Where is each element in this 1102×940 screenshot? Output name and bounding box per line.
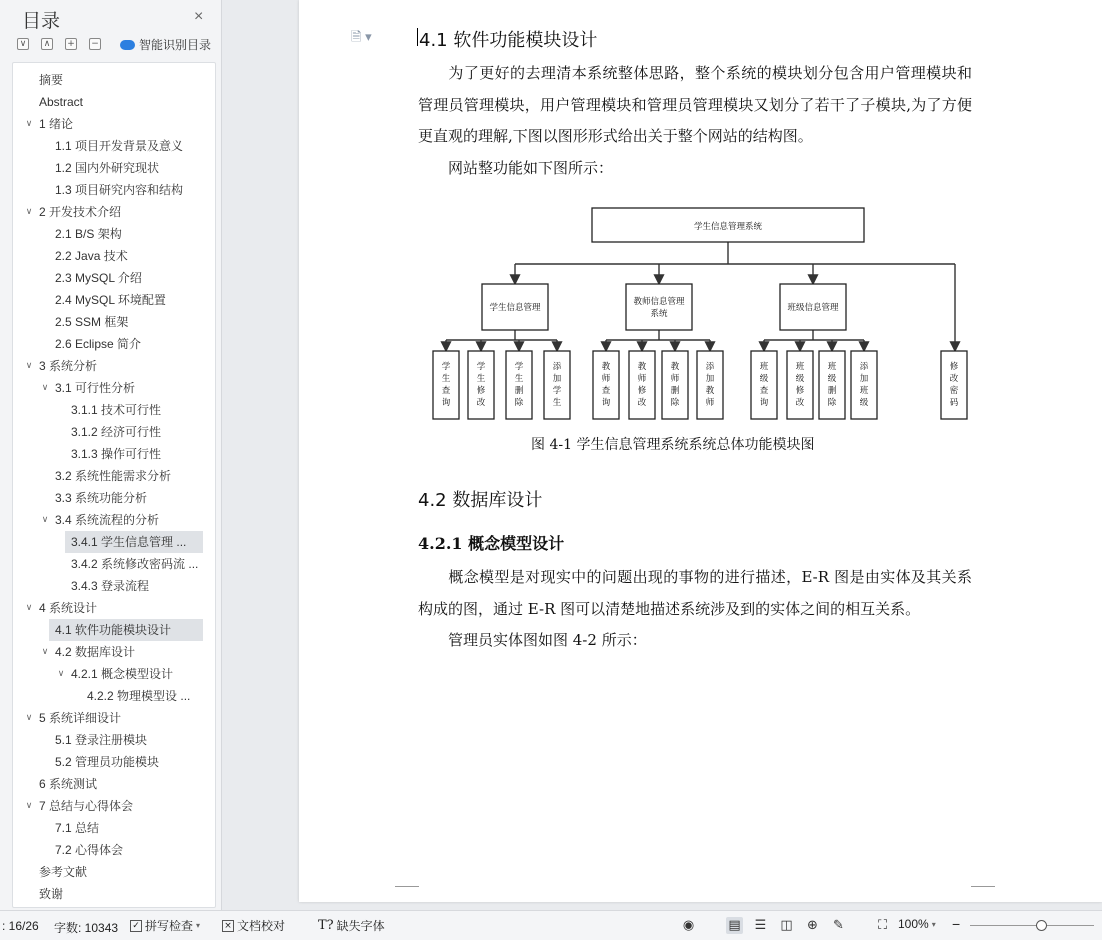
- diagram-box-label-char: 学: [552, 386, 562, 396]
- diagram-box-label-char: 师: [601, 374, 611, 384]
- spellcheck-label: 拼写检查: [145, 919, 194, 933]
- toc-item[interactable]: 7.2 心得体会: [55, 843, 124, 857]
- fit-page-icon[interactable]: ⛶: [877, 918, 888, 933]
- paragraph-concept-model: 概念模型是对现实中的问题出现的事物的进行描述，E-R 图是由实体及其关系构成的图，通过 E-R 图可以清楚地描述系统涉及到的实体之间的相互关系。: [418, 568, 972, 618]
- page-counter[interactable]: : 16/26: [2, 919, 39, 933]
- zoom-slider-track[interactable]: [970, 925, 1094, 926]
- missing-fonts-label: 缺失字体: [336, 919, 385, 933]
- diagram-group-label: 教师信息管理: [633, 297, 685, 307]
- figure-caption: 图 4-1 学生信息管理系统系统总体功能模块图: [531, 437, 815, 453]
- toc-item[interactable]: 5.2 管理员功能模块: [55, 755, 160, 769]
- document-page[interactable]: [299, 0, 1102, 902]
- toc-item[interactable]: 摘要: [39, 73, 64, 87]
- chevron-down-icon[interactable]: ∨: [25, 361, 33, 371]
- diagram-box-label-char: 删: [670, 386, 680, 396]
- diagram-box-label-char: 码: [949, 398, 959, 408]
- heading-4-2-1: 4.2.1 概念模型设计: [418, 534, 565, 553]
- diagram-box-label-char: 修: [637, 386, 647, 396]
- proofread-icon: ×: [222, 920, 234, 932]
- function-module-diagram: [425, 200, 985, 430]
- diagram-box-label-char: 教: [601, 362, 611, 372]
- toc-item[interactable]: 3.4.3 登录流程: [71, 579, 150, 593]
- proofread-label: 文档校对: [237, 919, 286, 933]
- document-area[interactable]: [223, 0, 1102, 910]
- cloud-icon: [120, 40, 135, 50]
- toc-item[interactable]: 5.1 登录注册模块: [55, 733, 148, 747]
- diagram-box-label-char: 修: [949, 362, 959, 372]
- chevron-down-icon[interactable]: ∨: [25, 603, 33, 613]
- toc-item[interactable]: 3.4.2 系统修改密码流 ...: [71, 557, 199, 571]
- zoom-out-button[interactable]: −: [952, 916, 961, 932]
- collapse-all-icon[interactable]: ∨: [17, 38, 29, 50]
- chevron-down-icon[interactable]: ∨: [41, 647, 49, 657]
- diagram-box-label-char: 生: [552, 398, 562, 408]
- chevron-down-icon[interactable]: ∨: [25, 207, 33, 217]
- diagram-box-label-char: 添: [552, 362, 562, 372]
- diagram-box-label-char: 级: [759, 374, 769, 384]
- font-icon: T?: [318, 918, 334, 933]
- toc-item[interactable]: 3.1 可行性分析: [55, 381, 136, 395]
- toc-item[interactable]: 4.1 软件功能模块设计: [49, 619, 203, 641]
- smart-toc-button[interactable]: [120, 36, 211, 53]
- diagram-box-label-char: 生: [441, 374, 451, 384]
- diagram-box-label-char: 学: [441, 362, 451, 372]
- toc-item[interactable]: 2.5 SSM 框架: [55, 315, 129, 329]
- chevron-down-icon: ▾: [196, 921, 201, 930]
- toc-item[interactable]: 致谢: [39, 887, 64, 901]
- diagram-box-label-char: 密: [949, 386, 959, 396]
- toc-scrollbar[interactable]: [210, 63, 215, 907]
- toc-item[interactable]: 7 总结与心得体会: [39, 799, 134, 813]
- diagram-box-label-char: 学: [476, 362, 486, 372]
- toc-item[interactable]: 4 系统设计: [39, 601, 98, 615]
- diagram-box-label-char: 询: [441, 398, 451, 408]
- zoom-slider-handle[interactable]: [1036, 920, 1047, 931]
- diagram-box-label-char: 询: [601, 398, 611, 408]
- diagram-box-label-char: 加: [705, 374, 715, 384]
- toc-item[interactable]: 1.1 项目开发背景及意义: [55, 139, 184, 153]
- toc-item[interactable]: 3.2 系统性能需求分析: [55, 469, 172, 483]
- diagram-box-label-char: 查: [441, 386, 451, 396]
- toc-item[interactable]: 3.1.3 操作可行性: [71, 447, 162, 461]
- diagram-box-label-char: 查: [759, 386, 769, 396]
- toc-item[interactable]: 2.1 B/S 架构: [55, 227, 122, 241]
- diagram-box-label-char: 师: [637, 374, 647, 384]
- web-view-icon[interactable]: ⊕: [807, 918, 818, 933]
- pen-icon[interactable]: ✎: [833, 918, 844, 933]
- diagram-box-label-char: 除: [670, 398, 680, 408]
- diagram-box-label-char: 班: [759, 362, 769, 372]
- diagram-box-label-char: 改: [949, 374, 959, 384]
- proofread-button[interactable]: [222, 917, 285, 934]
- chevron-down-icon[interactable]: ∨: [41, 515, 49, 525]
- heading-4-2: 4.2 数据库设计: [418, 490, 543, 511]
- diagram-box-label-char: 修: [795, 386, 805, 396]
- toc-item[interactable]: 3.3 系统功能分析: [55, 491, 148, 505]
- close-icon[interactable]: ×: [194, 8, 204, 25]
- diagram-box-label-char: 班: [827, 362, 837, 372]
- chevron-down-icon[interactable]: ∨: [25, 801, 33, 811]
- missing-fonts-button[interactable]: [318, 917, 385, 934]
- smart-toc-label: 智能识别目录: [139, 38, 212, 52]
- paragraph-intro: 为了更好的去理清本系统整体思路，整个系统的模块划分包含用户管理模块和管理员管理模块，用户管理模块和管理员管理模块又划分了若干了子模块,为了方便更直观的理解,下图以图形形式给出关于整个网站的结构图。: [418, 64, 972, 145]
- heading-4-1: 4.1 软件功能模块设计: [419, 30, 598, 51]
- add-heading-icon[interactable]: +: [65, 38, 77, 50]
- diagram-group-label: 学生信息管理: [489, 303, 541, 313]
- diagram-box-label-char: 教: [705, 386, 715, 396]
- diagram-box-label-char: 修: [476, 386, 486, 396]
- diagram-group-label: 班级信息管理: [787, 303, 839, 313]
- page-margin-mark: [395, 886, 419, 898]
- remove-heading-icon[interactable]: −: [89, 38, 101, 50]
- diagram-group-label: 系统: [650, 309, 668, 319]
- diagram-box-label-char: 师: [705, 398, 715, 408]
- toc-item[interactable]: 2 开发技术介绍: [39, 205, 122, 219]
- checkbox-icon: ✓: [130, 920, 142, 932]
- diagram-box-label-char: 生: [476, 374, 486, 384]
- diagram-box-label-char: 加: [859, 374, 869, 384]
- diagram-box-label-char: 级: [795, 374, 805, 384]
- toc-list: [12, 62, 216, 908]
- diagram-box-label-char: 改: [476, 398, 486, 408]
- toc-item[interactable]: 3 系统分析: [39, 359, 98, 373]
- chevron-down-icon: ▾: [931, 919, 936, 929]
- diagram-box-label-char: 添: [859, 362, 869, 372]
- diagram-box-label-char: 加: [552, 374, 562, 384]
- zoom-dropdown[interactable]: [898, 917, 936, 931]
- text-cursor: [417, 28, 418, 46]
- diagram-box-label-char: 师: [670, 374, 680, 384]
- toc-item[interactable]: 5 系统详细设计: [39, 711, 122, 725]
- toc-item[interactable]: 3.4 系统流程的分析: [55, 513, 160, 527]
- chevron-down-icon[interactable]: ∨: [57, 669, 65, 679]
- page-margin-mark: [971, 886, 995, 898]
- diagram-box-label-char: 教: [637, 362, 647, 372]
- diagram-box-label-char: 改: [637, 398, 647, 408]
- diagram-box-label-char: 删: [514, 386, 524, 396]
- diagram-box-label-char: 询: [759, 398, 769, 408]
- chevron-down-icon[interactable]: ∨: [25, 119, 33, 129]
- diagram-box-label-char: 教: [670, 362, 680, 372]
- toc-item[interactable]: 1 绪论: [39, 117, 74, 131]
- diagram-box-label-char: 除: [514, 398, 524, 408]
- toc-item[interactable]: 7.1 总结: [55, 821, 100, 835]
- diagram-box-label-char: 删: [827, 386, 837, 396]
- toc-item[interactable]: 4.2.2 物理模型设 ...: [87, 689, 191, 703]
- diagram-box-label-char: 班: [859, 386, 869, 396]
- diagram-box-label-char: 学: [514, 362, 524, 372]
- diagram-box-label-char: 查: [601, 386, 611, 396]
- word-count[interactable]: 字数: 10343: [54, 921, 119, 935]
- toc-item[interactable]: 2.6 Eclipse 简介: [55, 337, 142, 351]
- chevron-down-icon[interactable]: ∨: [25, 713, 33, 723]
- diagram-root-label: 学生信息管理系统: [693, 222, 763, 232]
- diagram-box-label-char: 级: [859, 398, 869, 408]
- toc-item[interactable]: 6 系统测试: [39, 777, 98, 791]
- toc-title: 目录: [22, 11, 61, 32]
- toc-item[interactable]: 参考文献: [39, 865, 88, 879]
- diagram-box-label-char: 除: [827, 398, 837, 408]
- toc-item[interactable]: 1.2 国内外研究现状: [55, 161, 160, 175]
- toc-item[interactable]: 2.2 Java 技术: [55, 249, 128, 263]
- toc-item[interactable]: 1.3 项目研究内容和结构: [55, 183, 184, 197]
- diagram-box-label-char: 添: [705, 362, 715, 372]
- toc-item[interactable]: 4.2 数据库设计: [55, 645, 136, 659]
- paragraph-figure-intro: 网站整功能如下图所示：: [448, 159, 614, 177]
- toc-item[interactable]: 2.3 MySQL 介绍: [55, 271, 142, 285]
- toc-item[interactable]: 2.4 MySQL 环境配置: [55, 293, 166, 307]
- zoom-value: 100%: [898, 917, 929, 931]
- eye-protection-icon[interactable]: ◉: [682, 918, 695, 933]
- page-view-icon[interactable]: ▤: [726, 917, 743, 934]
- status-bar: [0, 910, 1102, 940]
- toc-item[interactable]: 3.1.1 技术可行性: [71, 403, 162, 417]
- diagram-group-box: [626, 284, 692, 330]
- paragraph-admin-entity: 管理员实体图如图 4-2 所示：: [448, 631, 647, 649]
- chevron-down-icon[interactable]: ∨: [41, 383, 49, 393]
- reading-view-icon[interactable]: ◫: [780, 918, 793, 933]
- toc-item[interactable]: 3.4.1 学生信息管理 ...: [65, 531, 203, 553]
- toc-pane: [0, 0, 222, 910]
- outline-view-icon[interactable]: ☰: [754, 918, 767, 933]
- diagram-box-label-char: 班: [795, 362, 805, 372]
- diagram-box-label-char: 级: [827, 374, 837, 384]
- toc-item[interactable]: 3.1.2 经济可行性: [71, 425, 162, 439]
- toc-item[interactable]: Abstract: [39, 95, 84, 109]
- spellcheck-button[interactable]: [130, 917, 200, 934]
- document-icon[interactable]: 🗎 ▾: [351, 29, 372, 44]
- expand-up-icon[interactable]: ∧: [41, 38, 53, 50]
- toc-item[interactable]: 4.2.1 概念模型设计: [71, 667, 174, 681]
- diagram-box-label-char: 改: [795, 398, 805, 408]
- diagram-box-label-char: 生: [514, 374, 524, 384]
